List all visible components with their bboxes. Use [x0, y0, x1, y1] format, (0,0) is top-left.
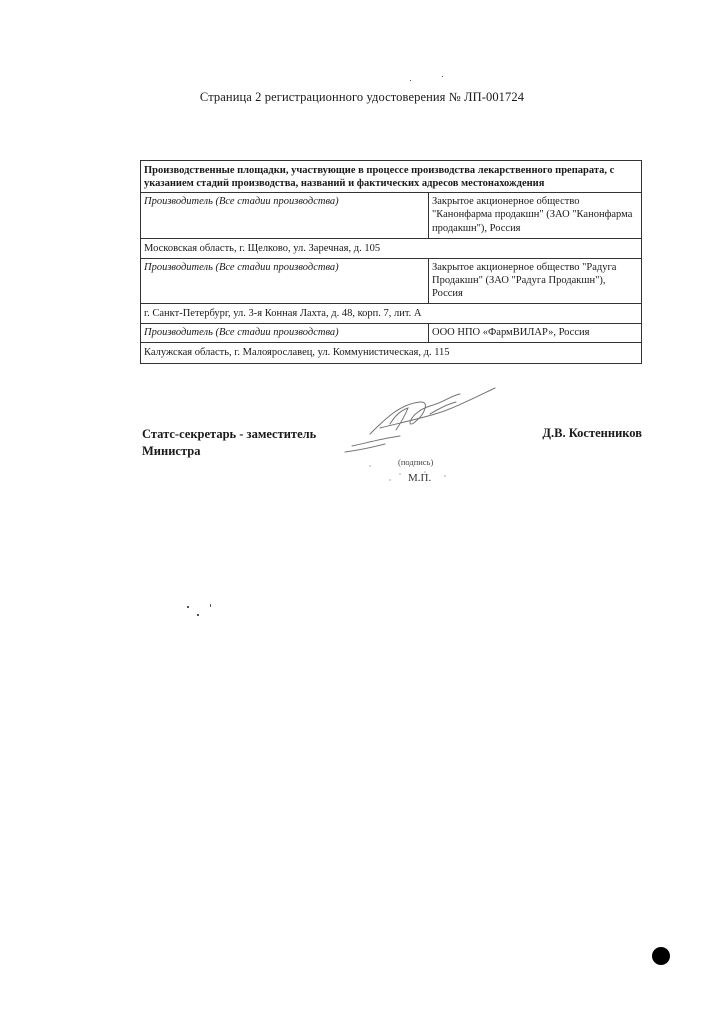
- manufacturer-company: Закрытое акционерное общество "Канонфарма продакшн" (ЗАО "Канонфарма продакшн"), Россия: [429, 193, 642, 238]
- signer-name: Д.В. Костенников: [542, 426, 642, 440]
- stamp-placeholder: М.П.: [408, 472, 432, 484]
- manufacturer-address: Московская область, г. Щелково, ул. Заречная, д. 105: [141, 238, 642, 258]
- manufacturer-company: ООО НПО «ФармВИЛАР», Россия: [429, 324, 642, 343]
- table-heading-row: [141, 161, 642, 193]
- manufacturer-role: Производитель (Все стадии производства): [141, 324, 429, 343]
- manufacturer-company: Закрытое акционерное общество "Радуга Продакшн" (ЗАО "Радуга Продакшн"), Россия: [429, 258, 642, 303]
- scan-speck: [410, 80, 411, 81]
- scan-speck: [210, 604, 211, 607]
- table-row: [141, 258, 642, 303]
- manufacturer-role: Производитель (Все стадии производства): [141, 193, 429, 238]
- signer-position: Статс-секретарь - заместитель Министра: [142, 427, 317, 458]
- page-corner-dot: [652, 947, 670, 965]
- manufacturer-role: Производитель (Все стадии производства): [141, 258, 429, 303]
- table-heading: Производственные площадки, участвующие в процессе производства лекарственного препарата, с указанием стадий производства, названий и фактических адресов местонахождения: [141, 161, 642, 193]
- scan-speck: [197, 614, 199, 616]
- table-row: [141, 324, 642, 343]
- table-row: [141, 238, 642, 258]
- table-row: [141, 193, 642, 238]
- signature-block: [142, 426, 642, 506]
- manufacturer-address: Калужская область, г. Малоярославец, ул. Коммунистическая, д. 115: [141, 343, 642, 363]
- scan-speck: [442, 76, 443, 77]
- manufacturer-address: г. Санкт-Петербург, ул. 3-я Конная Лахта, д. 48, корп. 7, лит. А: [141, 304, 642, 324]
- scan-speck: [187, 606, 189, 608]
- signature-caption: (подпись): [398, 457, 434, 467]
- table-row: [141, 304, 642, 324]
- production-sites-table: [140, 160, 642, 364]
- table-row: [141, 343, 642, 363]
- page-header: Страница 2 регистрационного удостоверения № ЛП-001724: [199, 90, 525, 104]
